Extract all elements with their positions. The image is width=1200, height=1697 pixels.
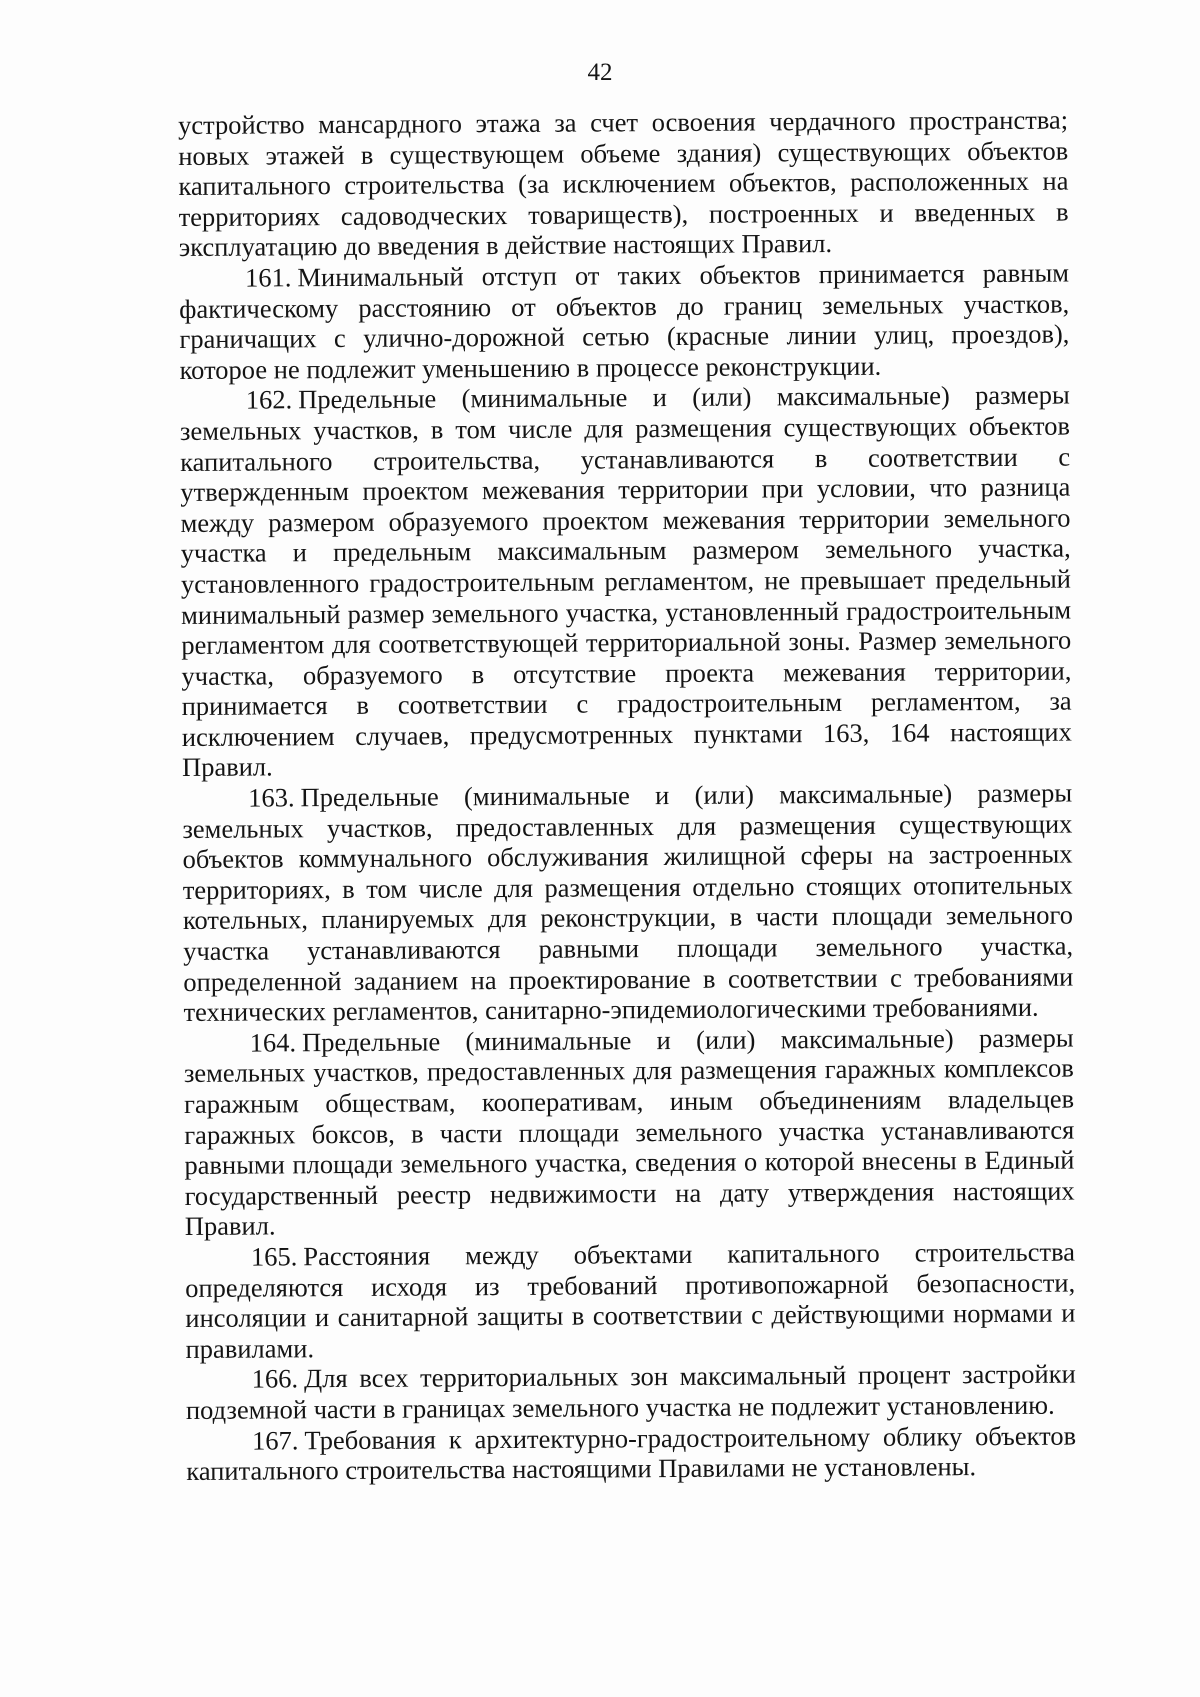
paragraph-number: 161. <box>244 262 292 293</box>
paragraph-number: 166. <box>251 1363 299 1394</box>
paragraph-text: Расстояния между объектами капитального строительства определяются исходя из требований противопожарной безопасности, инсоляции и санитарной защиты в соответствии с действующими нормами и правилами. <box>185 1236 1076 1364</box>
paragraph-text: Предельные (минимальные и (или) максимальные) размеры земельных участков, предоставленных для размещения существующих объектов коммунального обслуживания жилищной сферы на застроенных территориях, в том числе для размещения отдельно стоящих отопительных котельных, планируемых для реконструкции, в части площади земельного участка устанавливаются равными площади земельного участка, определенной заданием на проектирование в соответствии с требованиями технических регламентов, санитарно-эпидемиологическими требованиями. <box>182 777 1074 1028</box>
paragraph-continuation <box>178 105 1069 263</box>
paragraph-text: Предельные (минимальные и (или) максимальные) размеры земельных участков, предоставленных для размещения гаражных комплексов гаражным обществам, кооперативам, иным объединениям владельцев гаражных боксов, в части площади земельного участка устанавливаются равными площади земельного участка, сведения о которой внесены в Единый государственный реестр недвижимости на дату утверждения настоящих Правил. <box>183 1022 1075 1242</box>
page-number: 42 <box>587 59 613 86</box>
paragraph-text: Предельные (минимальные и (или) максимальные) размеры земельных участков, в том числе для размещения существующих объектов капитального строительства, устанавливаются в соответствии с утвержденным проектом межевания территории при условии, что разница между размером образуемого проектом межевания территории земельного участка и предельным максимальным размером земельного участка, установленного градостроительным регламентом, не превышает предельный минимальный размер земельного участка, установленный градостроительным регламентом для соответствующей территориальной зоны. Размер земельного участка, образуемого в отсутствие проекта межевания территории, принимается в соответствии с градостроительным регламентом, за исключением случаев, предусмотренных пунктами 163, 164 настоящих Правил. <box>179 379 1072 783</box>
paragraph-165 <box>185 1237 1076 1365</box>
paragraph-text: Минимальный отступ от таких объектов принимается равным фактическому расстоянию от объектов до границ земельных участков, граничащих с улично-дорожной сетью (красные линии улиц, проездов), которое не подлежит уменьшению в процессе реконструкции. <box>179 257 1070 385</box>
paragraph-text: устройство мансардного этажа за счет освоения чердачного пространства; новых этажей в существующем объеме здания) существующих объектов капитального строительства (за исключением объектов, расположенных на территориях садоводческих товариществ), построенных и введенных в эксплуатацию до введения в действие настоящих Правил. <box>178 104 1069 263</box>
paragraph-text: Требования к архитектурно-градостроительному облику объектов капитального строительства настоящими Правилами не установлены. <box>186 1420 1077 1487</box>
paragraph-167 <box>186 1420 1076 1487</box>
paragraph-166 <box>186 1359 1076 1426</box>
paragraph-164 <box>184 1022 1075 1242</box>
paragraph-number: 164. <box>249 1027 297 1058</box>
paragraph-number: 167. <box>252 1424 299 1456</box>
paragraph-161 <box>179 258 1070 386</box>
paragraph-162 <box>180 380 1072 783</box>
paragraph-number: 163. <box>248 782 295 813</box>
paragraph-number: 162. <box>245 384 293 415</box>
paragraph-163 <box>182 778 1073 1028</box>
document-body <box>178 105 1076 1487</box>
paragraph-text: Для всех территориальных зон максимальный процент застройки подземной части в границах земельного участка не подлежит установлению. <box>185 1358 1076 1425</box>
paragraph-number: 165. <box>250 1241 298 1272</box>
